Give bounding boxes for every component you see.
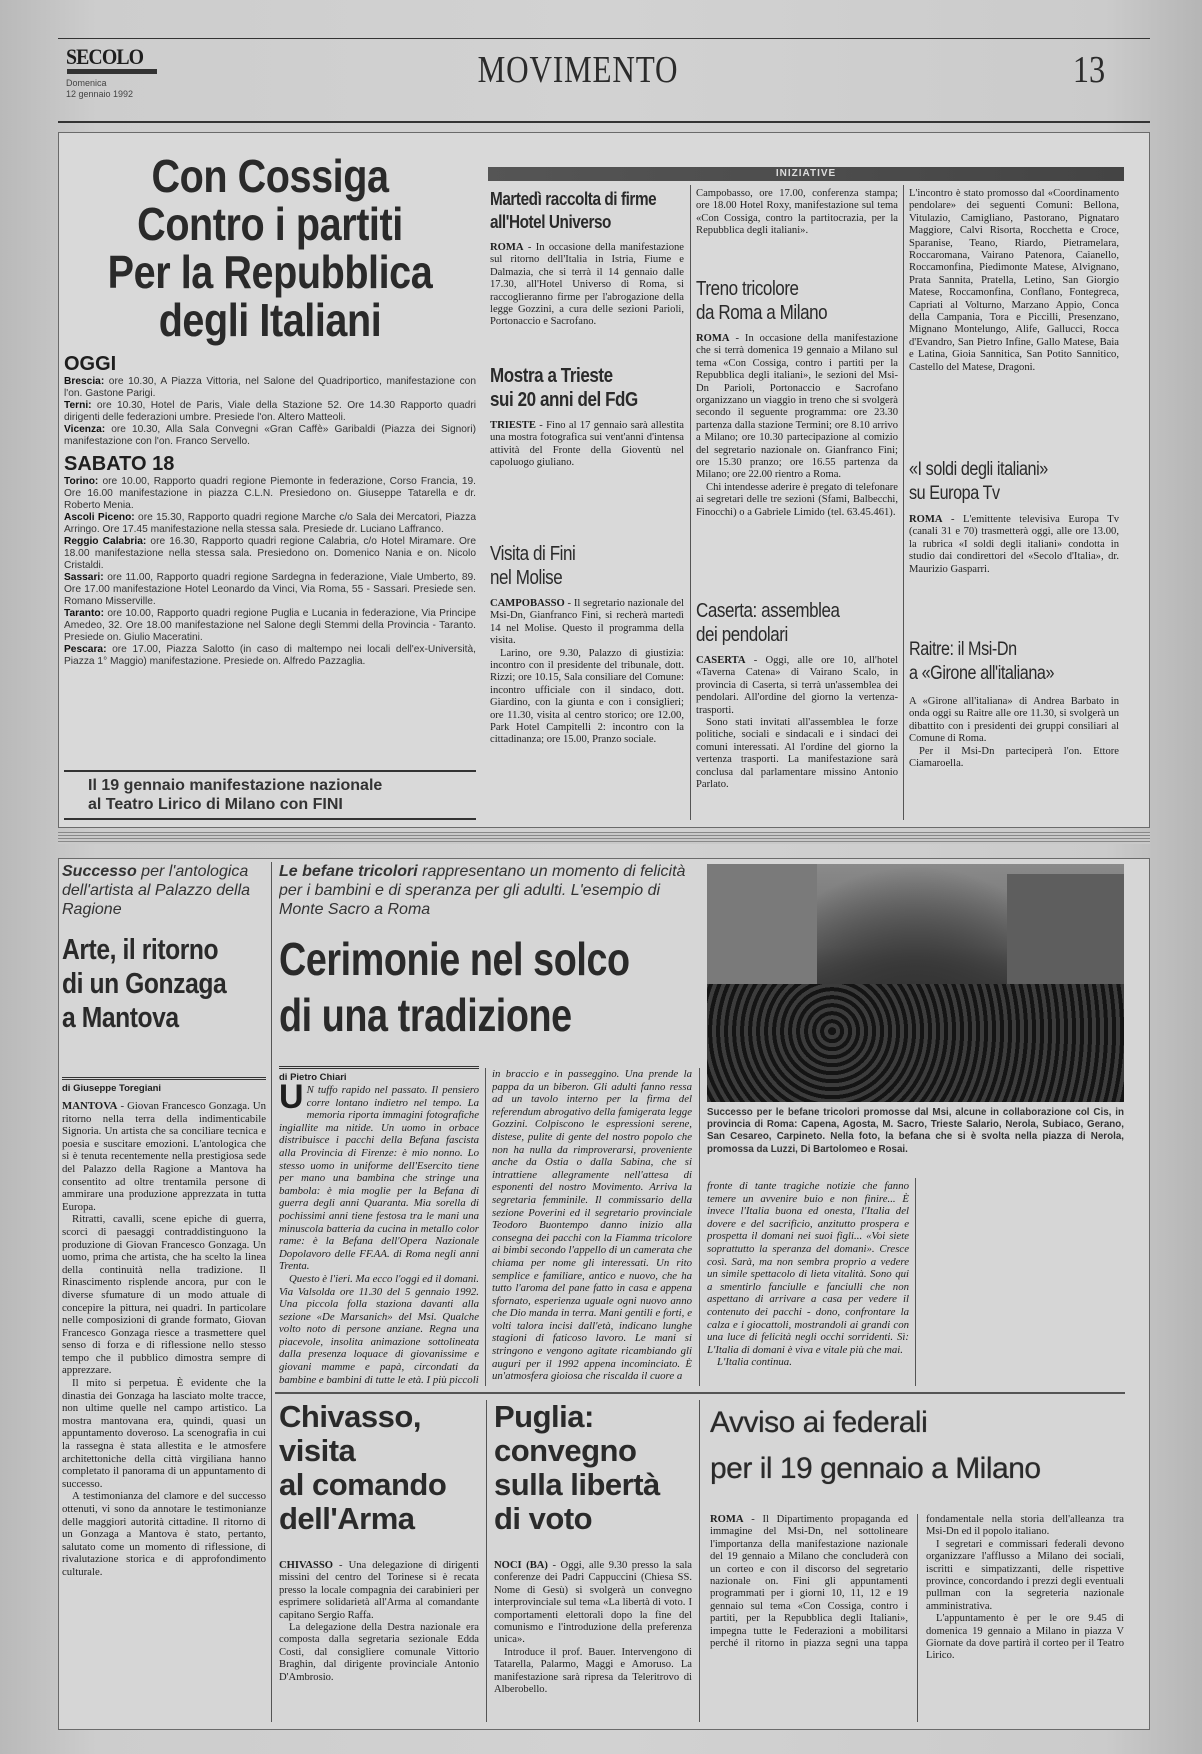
article-body: ROMA - In occasione della manifestazione che si terrà domenica 19 gennaio a Milano sul tema «Con Cossiga, contro i partiti per la Repubblica degli italiani», le sezioni del Msi-Dn Parioli, Portonaccio e Sacrofano organizzano un viaggio in treno che si svolgerà secondo il seguente programma: ore 23.30 partenza dalla stazione Termini; ore 8.10 arrivo a Milano; ore 10.30 partecipazione al comizio del segretario nazionale on. Gianfranco Fini; ore 15.30 pranzo; ore 16.55 partenza da Milano; ore 22.00 rientro a Roma. Chi intendesse aderire è pregato di telefonare ai segretari delle tre sezioni (Sfami, Balbecchi, Finocchi) o a Gabriele Limido (tel. 63.45.461). [696, 333, 898, 518]
photo-caption: Successo per le befane tricolori promosse dal Msi, alcune in collaborazione col Cis, in provincia di Roma: Capena, Agosta, M. Sacro, Trieste Salario, Nerola, Subiaco, Gerano, San Cesareo, Carpineto. Nella foto, la befana che si è svolta nella piazza di Nerola, promossa da Luzzi, Di Bartolomeo e Rosai. [707, 1107, 1124, 1155]
title-line: da Roma a Milano [696, 302, 828, 324]
drop-cap: U [279, 1084, 304, 1116]
article-body: TRIESTE - Fino al 17 gennaio sarà allestita una mostra fotografica sui vent'anni d'intensa attività del Fronte della Gioventù nel capoluogo giuliano. [490, 420, 684, 469]
article-paragraph: Una delegazione di dirigenti missini del centro del Torinese si è recata presso la locale compagnia dei carabinieri per esprimere solidarietà all'Arma al comandante capitano Sergio Raffa. [279, 1560, 479, 1621]
article-title [490, 364, 683, 412]
article-paragraph: Il Dipartimento propaganda ed immagine del Msi-Dn, nel sottolineare l'importanza della manifestazione nazionale del 19 gennaio a Milano che concluderà con un corteo e con il discorso del segretario nazionale on. Fini gli appuntamenti programmati per i giorni 10, 11, 12 e 19 gennaio sul tema «Con Cossiga, contro i partiti, per la Repubblica degli Italiani», impegna tutte le Federazioni a mobilitarsi perché il ritorno in piazza segni una tappa fondamentale nella storia dell'alleanza tra Msi-Dn ed il popolo italiano. [710, 1514, 1124, 1650]
headline-line: Contro i partiti [137, 198, 403, 250]
paragraph-text: Questo è l'ieri. Ma ecco l'oggi ed il domani. Via Valsolda ore 11.30 del 5 gennaio 1992. Una piccola folla stazionа davanti alla sezione «De Marsanich» del Msi. Qualche volto noto di persone anziane. Regna una piacevole, insolita animazione sottolineata dalla presenza loquace di giovanissime e giovani mamme e papà, circondati da bambine e bambini di tutte le età. I più piccoli [279, 1272, 479, 1386]
cerimonie-byline: di Pietro Chiari [279, 1066, 479, 1084]
title-line: Mostra a Trieste [490, 365, 613, 387]
arte-article [62, 862, 266, 1722]
article-visita-fini [490, 542, 684, 820]
dateline: ROMA [909, 514, 943, 525]
sabato-title: SABATO 18 [64, 453, 175, 475]
avviso-headline [710, 1400, 1124, 1492]
title-line: «I soldi degli italiani» [909, 459, 1048, 480]
article-paragraph: Introduce il prof. Bauer. Intervengono di Tatarella, Palarmo, Maggi e Amoruso. La manifestazione sarà ripresa da Teleritrovo di Alberobello. [494, 1646, 692, 1696]
headline-line: visita [279, 1433, 356, 1468]
photo-crowd [707, 984, 1124, 1102]
cossiga-headline [93, 152, 447, 344]
agenda-item [64, 572, 476, 608]
kicker-bold: Successo [62, 863, 137, 880]
agenda-text: ore 17.00, Piazza Salotto (in caso di maltempo nei locali dell'ex-Università, Piazza 1° Maggio) manifestazione. Presiede on. Alfredo Pazzaglia. [64, 644, 476, 667]
article-paragraph: La delegazione della Destra nazionale era composta dalla segretaria sezionale Edda Costi, dal consigliere comunale Vittorio Braghin, dal dirigente provinciale Antonio D'Ambrosio. [279, 1622, 479, 1683]
article-paragraph: Ritratti, cavalli, scene epiche di guerra, scorci di paesaggi contraddistinguono la produzione di Giovan Francesco Gonzaga. Un uomo, prima che artista, che ha scelto la linea della continuità nella tradizione. Il Rinascimento risplende ancora, pur con le diverse sfumature di un modo attuale di concepire la pittura, nei quadri. In particolare nelle composizioni di grande formato, Giovan Francesco Gonzaga riesce a trasmettere quel senso di forza e di riflessione nello stesso tempo che il pubblico dimostra sempre di apprezzare. [62, 1213, 266, 1377]
issue-date: 12 gennaio 1992 [66, 89, 134, 99]
agenda-text: ore 11.00, Rapporto quadri regione Sardegna in federazione, Viale Umberto, 89. Ore 17.00 manifestazione Hotel Leonardo da Vinci, Via Roma, 55 - Sassari. Presiede sen. Romano Misserville. [64, 572, 476, 607]
cerimonie-kicker [279, 862, 689, 919]
dateline: CHIVASSO [279, 1560, 333, 1571]
article-caserta [696, 599, 898, 819]
article-body: ROMA - L'emittente televisiva Europa Tv (canali 31 e 70) trasmetterà oggi, alle ore 13.00, la rubrica «I soldi degli italiani» condotta in studio dai condirettori del «Secolo d'Italia», dr. Maurizio Gasparri. [909, 514, 1119, 575]
agenda-city: Terni: [64, 400, 92, 411]
article-paragraph: Per il Msi-Dn parteciperà l'on. Ettore Ciamaroella. [909, 745, 1119, 770]
headline-line: dell'Arma [279, 1501, 415, 1536]
dateline: ROMA [710, 1514, 744, 1525]
article-body: CASERTA - Oggi, alle ore 10, all'hotel «Taverna Catena» di Vairano Scalo, in provincia di Caserta, si terrà un'assemblea dei pendolari. All'ordine del giorno la vertenza-trasporti. Sono stati invitati all'assemblea le forze politiche, sociali e sindacali e i sindaci dei comuni interessati. Al l'ordine del giorno la vertenza trasporti. La manifestazione sarà conclusa dal parlamentare missino Antonio Parlato. [696, 655, 898, 791]
agenda-city: Ascoli Piceno: [64, 512, 135, 523]
article-soldi-italiani [909, 458, 1119, 638]
dateline: ROMA [696, 333, 730, 344]
headline-line: per il 19 gennaio a Milano [710, 1452, 1041, 1485]
title-line: Treno tricolore [696, 278, 799, 300]
article-body [909, 696, 1119, 770]
issue-day: Domenica [66, 78, 107, 88]
arte-byline: di Giuseppe Toregiani [62, 1077, 266, 1094]
agenda-item [64, 476, 476, 512]
dateline: ROMA [490, 242, 524, 253]
agenda-city: Sassari: [64, 572, 104, 583]
agenda-item [64, 644, 476, 668]
agenda-text: ore 10.30, A Piazza Vittoria, nel Salone del Quadriportico, manifestazione con l'on. Gastone Parigi. [64, 376, 476, 399]
arte-kicker [62, 862, 266, 919]
puglia-article [494, 1400, 692, 1722]
crowd-photo [707, 864, 1124, 1102]
logo-bar [67, 69, 157, 74]
dateline: CASERTA [696, 655, 746, 666]
article-title [490, 188, 683, 234]
title-line: sui 20 anni del FdG [490, 389, 638, 411]
title-line: nel Molise [490, 567, 563, 589]
title-line: su Europa Tv [909, 483, 1000, 504]
article-paragraph-continued [492, 1068, 692, 1383]
title-line: Martedì raccolta di firme [490, 189, 657, 209]
fini-continuation: Campobasso, ore 17.00, conferenza stampa; ore 18.00 Hotel Roxy, manifestazione sul tema «Con Cossiga, contro la partitocrazia, per la Repubblica degli italiani». [696, 188, 898, 237]
agenda-city: Torino: [64, 476, 99, 487]
headline-line: convegno [494, 1433, 637, 1468]
agenda-item [64, 400, 476, 424]
iniziative-col-3 [909, 188, 1119, 820]
iniziative-label: INIZIATIVE [775, 168, 837, 179]
cerimonie-header [279, 862, 689, 1062]
agenda-item [64, 512, 476, 536]
article-title [909, 638, 1119, 686]
article-paragraph: I segretari e commissari federali devono organizzare l'afflusso a Milano dei sociali, iscritti e simpatizzanti, delle rispettive province, concordando i prezzi degli eventuali pullman con la segreteria nazionale amministrativa. [926, 1538, 1124, 1612]
article-body: ROMA - In occasione della manifestazione sul ritorno dell'Italia in Istria, Fiume e Dalmazia, che si terrà il 14 gennaio dalle 17.30, all'Hotel Universo di Roma, si raccoglieranno firme per l'abrogazione della legge Gozzini, a cura delle sezioni Parioli, Portonaccio e Sacrofano. [490, 242, 684, 328]
page-number: 13 [1072, 49, 1106, 91]
article-title [696, 277, 897, 325]
arte-body: MANTOVA - Giovan Francesco Gonzaga. Un ritorno nella terra della indimenticabile Signoria. Un artista che sa conciliare tecnica e poesia e suscitare emozioni. L'antologica che si è tenuta recentemente nella prestigiosa sede del Palazzo della Ragione a Mantova ha consentito ad oltre trentamila persone di ammirare una produzione apprezzata in tutta Europa. Ritratti, cavalli, scene epiche di guerra, scorci di paesaggi contraddistinguono la produzione di Giovan Francesco Gonzaga. Un uomo, prima che artista, che ha scelto la linea della continuità nella tradizione. Il Rinascimento risplende ancora, pur con le diverse sfumature di un modo attuale di concepire la pittura, nei quadri. In particolare nelle composizioni di grande formato, Giovan Francesco Gonzaga riesce a trasmettere quel senso di forza e di riflessione nello stesso tempo che il pubblico dimostra sempre di apprezzare. Il mito si perpetua. È evidente che la dinastia dei Gonzaga ha lasciato molte tracce, non ultime quelle nel campo artistico. La mostra mantovana era, quindi, quasi un appuntamento doveroso. La scenografia in cui la rassegna è stata allestita e le atmosfere architettoniche della città virgiliana hanno completato il panorama di un appuntamento di successo. A testimonianza del clamore e del successo ottenuti, vi sono da annotare le testimonianze delle maggiori autorità cittadine. Il ritorno di un Gonzaga a Mantova è stato, pertanto, salutato come un momento di riflessione, di rivalutazione storica e di approfondimento culturale. [62, 1100, 266, 1578]
article-paragraph: Chi intendesse aderire è pregato di telefonare ai segretari delle tre sezioni (Sfami, Balbecchi, Finocchi) o a Gabriele Limido (tel. 63.45.461). [696, 481, 898, 518]
cossiga-article [64, 152, 476, 820]
title-line: all'Hotel Universo [490, 212, 611, 232]
dateline: MANTOVA [62, 1100, 118, 1112]
iniziative-col-1 [490, 188, 684, 820]
cerimonie-column-3 [707, 1180, 909, 1386]
sabato-list [64, 476, 476, 668]
chivasso-article [279, 1400, 479, 1722]
article-mostra-trieste [490, 364, 684, 542]
headline-line: sulla libertà [494, 1467, 660, 1502]
oggi-list [64, 376, 476, 448]
title-line: Visita di Fini [490, 543, 576, 565]
headline-line: Arte, il ritorno [62, 934, 219, 966]
agenda-text: ore 10.30, Hotel de Paris, Viale della Stazione 52. Ore 14.30 Rapporto quadri dirigenti delle federazioni umbre. Presiede l'on. Altero Matteoli. [64, 400, 476, 423]
dateline: NOCI (BA) [494, 1560, 548, 1571]
iniziative-bar [488, 167, 1124, 181]
iniziative-col-2 [696, 188, 898, 820]
headline-line: degli Italiani [158, 294, 382, 346]
section-title: MOVIMENTO [477, 49, 679, 91]
article-paragraph-continued [707, 1180, 909, 1356]
agenda-item [64, 424, 476, 448]
title-line: Raitre: il Msi-Dn [909, 639, 1017, 660]
article-paragraph: Oggi, alle 9.30 presso la sala conferenze dei Padri Cappuccini (Chiesa SS. Nome di Gesù) si svolgerà un convegno interprovinciale sul tema «La libertà di voto. I comportamenti elettorali dopo la fine del comunismo e l'introduzione della preferenza unica». [494, 1560, 692, 1646]
article-text: In occasione della manifestazione sul ritorno dell'Italia in Istria, Fiume e Dalmazia, che si terrà il 14 gennaio dalle 17.30, all'Hotel Universo di Roma, si raccoglieranno firme per l'abrogazione della legge Gozzini, a cura delle sezioni Parioli, Portonaccio e Sacrofano. [490, 242, 684, 328]
cerimonie-column-4 [922, 1180, 1124, 1386]
banner-line: Il 19 gennaio manifestazione nazionale [88, 777, 383, 794]
headline-line: Chivasso, [279, 1400, 421, 1434]
article-title [490, 542, 683, 590]
paragraph-text: N tuffo rapido nel passato. Il pensiero corre lontano indietro nel tempo. La memoria riporta immagini fotografiche ingiallite ma nitide. Un uomo in orbace distribuisce i pacchi della Befana fascista alla Provincia di Firenze: è mio nonno. Lo stesso uomo in uniforme dell'Esercito tiene per mano una bambina che stringe una bambola: è mia moglie per la Befana di guerra degli anni Quaranta. Mia sorella di pochissimi anni tiene festosa tra le mani una minuscola batteria da cucina in metallo color rame: è la Befana dell'Opera Nazionale Dopolavoro delle FF.AA. di Roma negli anni Trenta. [279, 1084, 479, 1273]
article-title [696, 599, 897, 647]
article-paragraph [279, 1084, 479, 1273]
article-paragraph: A testimonianza del clamore e del successo ottenuti, vi sono da annotare le testimonianze delle maggiori autorità cittadine. Il ritorno di un Gonzaga a Mantova è stato, pertanto, salutato come un momento di riflessione, di rivalutazione storica e di approfondimento culturale. [62, 1490, 266, 1578]
oggi-title: OGGI [64, 353, 117, 375]
chivasso-body: CHIVASSO - Una delegazione di dirigenti missini del centro del Torinese si è recata presso la locale compagnia dei carabinieri per esprimere solidarietà all'Arma al comandante capitano Sergio Raffa. La delegazione della Destra nazionale era composta dalla segretaria sezionale Edda Costi, dal consigliere comunale Vittorio Braghin, dal dirigente provinciale Antonio D'Ambrosio. [279, 1560, 479, 1683]
paragraph-text: L'Italia continua. [717, 1356, 792, 1369]
kicker-bold: Le befane tricolori [279, 863, 418, 880]
article-body: CAMPOBASSO - Il segretario nazionale del Msi-Dn, Gianfranco Fini, si recherà martedì 14 nel Molise. Questo il programma della visita. Larino, ore 9.30, Palazzo di giustizia: incontro con il presidente del tribunale, dott. Rizzi; ore 10.15, Sala consiliare del Comune: incontro ufficiale con il sindaco, dott. Giardino, con la giunta e con i consiglieri; ore 11.30, visita al centro storico; ore 12.00, Park Hotel Campitelli 2: incontro con la cittadinanza; ore 15.00, Pranzo sociale. [490, 598, 684, 746]
cerimonie-headline [279, 931, 689, 1043]
agenda-city: Taranto: [64, 608, 104, 619]
agenda-text: ore 10.00, Rapporto quadri regione Puglia e Lucania in federazione, Via Principe Amedeo, 32. Ore 18.00 manifestazione nel Salone degli Stemmi della Provincia - Taranto. Presiede on. Giulio Maceratini. [64, 608, 476, 643]
paragraph-text-continued: in braccio e in passeggino. Una prende la pappa da un biberon. Gli adulti fanno ressa ad un tavolo interno per la firma del referendum abrogativo della famigerata legge Gozzini. Colpiscono le espressioni serene, distese, pulite di gente del nostro popolo che non ha nulla da rimproverarsi, proveniente anche da Ostia o dalla Sabina, che si intrattiene allegramente nell'attesa di esponenti del nostro Movimento. Arriva la segretaria femminile. Il commissario della sezione Poverini ed il segretario provinciale Teodoro Buontempo danno inizio alla consegna dei pacchi con la Fiamma tricolore ai bimbi secondo l'appello di un camerata che chiama per nome gli interessati. Un rito semplice e familiare, antico e nuovo, che ha tutto l'aroma del pane fatto in casa e appena sfornato, esperienza uguale ogni nuovo anno che Dio manda in terra. Mani gentili e forti, e volti talora incisi dall'età, indicano lunghe stagioni di faticoso lavoro. Le mani si stringono e vengono agitate ricambiando gli auguri per il 1992 appena incominciato. È un'atmosfera gioiosa che riscalda il cuore a [492, 1068, 692, 1383]
agenda-area [64, 344, 476, 764]
headline-line: a Mantova [62, 1002, 179, 1034]
headline-line: Con Cossiga [151, 150, 389, 202]
title-line: dei pendolari [696, 624, 788, 646]
puglia-body: NOCI (BA) - Oggi, alle 9.30 presso la sala conferenze dei Padri Cappuccini (Chiesa SS. Nome di Gesù) si svolgerà un convegno interprovinciale sul tema «La libertà di voto. I comportamenti elettorali dopo la fine del comunismo e l'introduzione della preferenza unica». Introduce il prof. Bauer. Intervengono di Tatarella, Palarmo, Maggi e Amoruso. La manifestazione sarà ripresa da Teleritrovo di Alberobello. [494, 1560, 692, 1696]
cerimonie-column-1 [279, 1084, 479, 1386]
title-line: a «Girone all'italiana» [909, 663, 1055, 684]
headline-line: al comando [279, 1467, 447, 1502]
article-text: A «Girone all'italiana» di Andrea Barbato in onda oggi su Raitre alle ore 11.30, si svolgerà un dibattito con i presidenti dei gruppi consiliari al Comune di Roma. [909, 696, 1119, 745]
photo-building [1007, 874, 1124, 984]
paragraph-text-continued: fronte di tante tragiche notizie che fanno temere un avvenire buio e non finire... È invece l'Italia buona ed onesta, l'Italia del dovere e del sacrificio, anzitutto prospera e prospetta il domani nei suoi figli... «Voi siete soprattutto la speranza del domani». Cresce così. Sarà, ma non sembra proprio a vedere un simile spettacolo di lieta vitalità. Sono qui a smentirlo fanciulle e fanciulli che non aspettano di arrivare a casa per vedere il contenuto dei pacchi - dono, confrontare la calza e i giocattoli, mostrandoli ai grandi con una luce di felicità negli occhi sorridenti. Sì: L'Italia di domani è viva e vitale più che mai. [707, 1180, 909, 1356]
headline-line: Per la Repubblica [107, 246, 433, 298]
article-paragraph: L'appuntamento è per le ore 9.45 di domenica 19 gennaio a Milano in piazza V Giornate da dove partirà il corteo per il Teatro Lirico. [926, 1613, 1124, 1662]
article-text: Il segretario nazionale del Msi-Dn, Gianfranco Fini, si recherà martedì 14 nel Molise. Questo il programma della visita. [490, 598, 684, 647]
headline-line: di una tradizione [279, 989, 572, 1041]
avviso-article [710, 1400, 1124, 1722]
agenda-text: ore 15.30, Rapporto quadri regione Marche c/o Sala dei Mercatori, Piazza Arringo. Ore 17.45 manifestazione nella stessa sala. Presiede dr. Luciano Laffranco. [64, 512, 476, 535]
headline-line: Avviso ai federali [710, 1406, 928, 1439]
article-hotel-universo [490, 188, 684, 364]
masthead [58, 38, 1150, 126]
agenda-city: Pescara: [64, 644, 107, 655]
kicker-text: per l'antologica dell'artista al Palazzo della Ragione [62, 863, 251, 918]
banner-line: al Teatro Lirico di Milano con FINI [88, 796, 343, 813]
agenda-text: ore 16.30, Rapporto quadri regione Calabria, c/o Hotel Miramare. Ore 18.00 manifestazione nella stessa sala. Presiedono on. Domenico Nania e on. Nicolo Cristaldi. [64, 536, 476, 571]
photo-building [707, 864, 817, 984]
article-paragraph: Il mito si perpetua. È evidente che la dinastia dei Gonzaga ha lasciato molte tracce, non ultime quelle nel campo artistico. La mostra mantovana era, quindi, quasi un appuntamento doveroso. La scenografia in cui la rassegna è stata allestita e le atmosfere architettoniche della città virgiliana hanno completato il panorama di un appuntamento di successo. [62, 1377, 266, 1490]
article-text: Fino al 17 gennaio sarà allestita una mostra fotografica sui vent'anni d'intensa attività del Fronte della Gioventù nel capoluogo giuliano. [490, 420, 684, 469]
kicker-text: rappresentano un momento di felicità per i bambini e di speranza per gli adulti. L'esempio di Monte Sacro a Roma [279, 863, 686, 918]
article-paragraph: Giovan Francesco Gonzaga. Un ritorno nella terra della indimenticabile Signoria. Un artista che sa conciliare tecnica e poesia e suscitare emozioni. L'antologica che si è tenuta recentemente nella prestigiosa sede del Palazzo della Ragione a Mantova ha consentito ad oltre trentamila persone di ammirare una produzione apprezzata in tutta Europa. [62, 1100, 266, 1213]
agenda-city: Brescia: [64, 376, 105, 387]
article-text: L'emittente televisiva Europa Tv (canali 31 e 70) trasmetterà oggi, alle ore 13.00, la rubrica «I soldi degli italiani» condotta in studio dai condirettori del «Secolo d'Italia», dr. Maurizio Gasparri. [909, 514, 1119, 575]
section-divider [58, 832, 1150, 844]
chivasso-headline [279, 1400, 479, 1536]
article-paragraph [707, 1356, 909, 1369]
dateline: CAMPOBASSO [490, 598, 565, 609]
agenda-item [64, 608, 476, 644]
agenda-text: ore 10.00, Rapporto quadri regione Piemonte in federazione, Corso Francia, 19. Ore 16.00 manifestazione in piazza C.L.N. Presiedono on. Giuseppe Tatarella e dr. Roberto Menia. [64, 476, 476, 511]
caserta-continuation: L'incontro è stato promosso dal «Coordinamento pendolare» dei seguenti Comuni: Bellona, Vitulazio, Camigliano, Pastorano, Pignataro Maggiore, Calvi Risorta, Rocchetta e Croce, Sparanise, Teano, Riardo, Pietramelara, Roccaromana, Vairano Patenora, Caianello, Roccamonfina, Piedimonte Matese, Alvignano, Prata Sannita, Pratella, Letino, San Giorgio Matese, Roccamonfina, Conflano, Fontegreca, Capriati al Volturno, Marzano Appio, Conca della Campania, Tora e Piccilli, Presenzano, Mignano Montelungo, Alife, Gallucci, Rocca d'Evandro, San Pietro Infine, Gallo Matese, Baia e Latina, Gioia Sannitica, San Potito Sannitico, Castello del Matese, Dragoni. [909, 188, 1119, 373]
article-treno-tricolore [696, 277, 898, 591]
puglia-headline [494, 1400, 692, 1536]
article-paragraph [279, 1273, 479, 1386]
avviso-body: ROMA - Il Dipartimento propaganda ed immagine del Msi-Dn, nel sottolineare l'importanza della manifestazione nazionale del 19 gennaio a Milano che concluderà con un corteo e con il discorso del segretario nazionale on. Fini gli appuntamenti programmati per i giorni 10, 11, 12 e 19 gennaio sul tema «Con Cossiga, contro i partiti, per la Repubblica degli Italiani», impegna tutte le Federazioni a mobilitarsi perché il ritorno in piazza segni una tappa fondamentale nella storia dell'alleanza tra Msi-Dn ed il popolo italiano. I segretari e commissari federali devono organizzare l'afflusso a Milano dei sociali, iscritti e simpatizzanti, delle rispettive province, concordando i prezzi degli eventuali pullman con la segreteria nazionale amministrativa. L'appuntamento è per le ore 9.45 di domenica 19 gennaio a Milano in piazza V Giornate da dove partirà il corteo per il Teatro Lirico. [710, 1514, 1124, 1662]
lirico-banner [64, 770, 476, 820]
agenda-city: Reggio Calabria: [64, 536, 147, 547]
agenda-item [64, 376, 476, 400]
article-raitre [909, 638, 1119, 820]
newspaper-logo: SECOLO [66, 44, 144, 69]
agenda-text: ore 10.30, Alla Sala Convegni «Gran Caffè» Garibaldi (Piazza dei Signori) manifestazione con l'on. Franco Servello. [64, 424, 476, 447]
article-paragraph: Larino, ore 9.30, Palazzo di giustizia: incontro con il presidente del tribunale, dott. Rizzi; ore 10.15, Sala consiliare del Comune: incontro ufficiale con il sindaco, dott. Giardino, con la giunta e con i consiglieri; ore 11.30, visita al centro storico; ore 12.00, Park Hotel Campitelli 2: incontro con la cittadinanza; ore 15.00, Pranzo sociale. [490, 647, 684, 746]
agenda-item [64, 536, 476, 572]
cerimonie-column-2 [492, 1068, 692, 1386]
title-line: Caserta: assemblea [696, 600, 840, 622]
headline-line: di un Gonzaga [62, 968, 227, 1000]
headline-line: Cerimonie nel solco [279, 933, 630, 985]
headline-line: Puglia: [494, 1400, 594, 1434]
headline-line: di voto [494, 1501, 593, 1536]
article-text: In occasione della manifestazione che si terrà domenica 19 gennaio a Milano sul tema «Con Cossiga, contro i partiti per la Repubblica degli italiani», le sezioni del Msi-Dn Parioli, Portonaccio e Sacrofano organizzano un viaggio in treno che si svolgerà secondo il seguente programma: ore 23.30 partenza dalla stazione Termini; ore 8.10 arrivo a Milano; ore 10.30 partecipazione al comizio del segretario nazionale on. Gianfranco Fini; ore 15.30 pranzo; ore 16.55 partenza da Milano; ore 22.00 rientro a Roma. [696, 333, 898, 481]
arte-headline [62, 933, 266, 1035]
article-paragraph: Sono stati invitati all'assemblea le forze politiche, sociali e sindacali e i sindaci dei comuni interessati. Al l'ordine del giorno la vertenza trasporti. La manifestazione sarà conclusa dal parlamentare missino Antonio Parlato. [696, 717, 898, 791]
article-title [909, 458, 1119, 506]
article-text: Oggi, alle ore 10, all'hotel «Taverna Catena» di Vairano Scalo, in provincia di Caserta, si terrà un'assemblea dei pendolari. All'ordine del giorno la vertenza-trasporti. [696, 655, 898, 716]
dateline: TRIESTE [490, 420, 536, 431]
agenda-city: Vicenza: [64, 424, 106, 435]
